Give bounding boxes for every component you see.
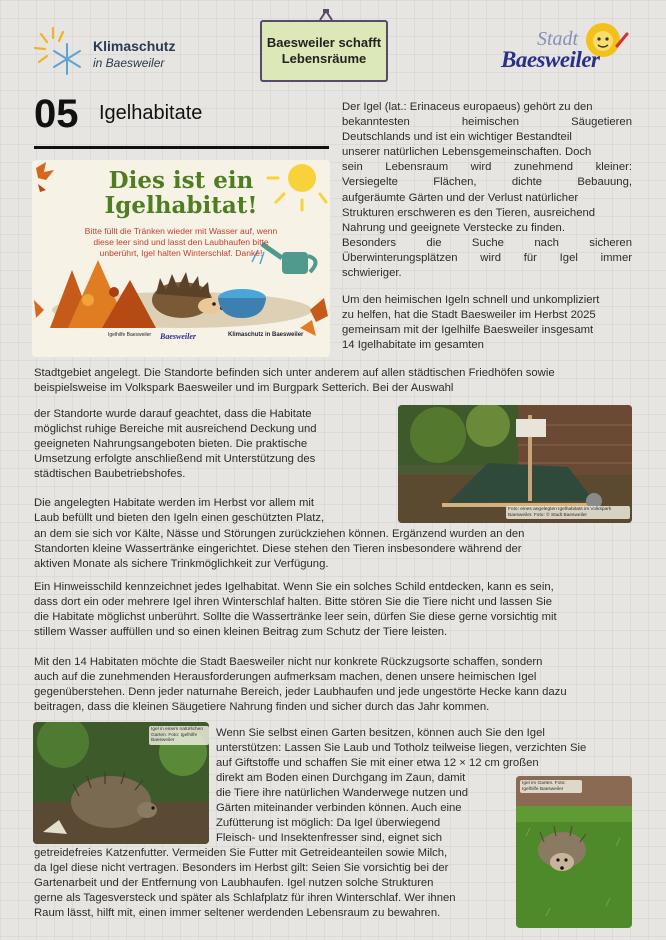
sign-line-1: Baesweiler schafft (266, 35, 382, 50)
p3-line: möglichst ruhige Bereiche mit ausreichend Deckung und (34, 423, 317, 436)
p7b-line: Zufütterung ist möglich: Da Igel überwiegend (216, 817, 441, 830)
p1-line: aufgeräumte Gärten und der Verlust natürlicher (342, 191, 579, 204)
habitat-photo-caption: Foto: eines angelegten Igelhabitats im Volkspark Baesweiler. Foto: © Stadt Baesweiler (506, 506, 630, 519)
sign-paragraph (34, 580, 632, 640)
p7a-line: Wenn Sie selbst einen Garten besitzen, können auch Sie den Igel (216, 727, 545, 739)
stadt-baesweiler-logo (495, 20, 635, 78)
hedgehog-lawn-image (516, 776, 632, 928)
p2-full-line: beispielsweise im Volkspark Baesweiler und im Burgpark Setterich. Bei der Auswahl (34, 382, 454, 395)
series-sign (260, 20, 388, 82)
water-paragraph (34, 527, 632, 572)
p7b-line: Fleisch- und Insektenfresser sind, eignet sich (216, 832, 443, 845)
baesweiler-label: Baesweiler (501, 47, 600, 72)
title-underline (34, 146, 329, 149)
habitat-fill-paragraph (34, 496, 386, 526)
p4-full-line: Standorten kleine Wassertränke eingerichtet. Diese stehen den Tieren insbesondere während der (34, 543, 522, 556)
klimaschutz-title: Klimaschutz (93, 38, 176, 54)
p2-line: Um den heimischen Igeln schnell und unkompliziert (342, 294, 600, 306)
p6-line: auch auf die zunehmenden Herausforderungen aufmerksam machen, denen unsere heimischen Igel (34, 671, 537, 684)
p3-line: städtischen Baubetriebshofes. (34, 468, 186, 481)
garden-paragraph-middle (216, 771, 506, 846)
p1-line: sein Lebensraum wird zunehmend kleiner: (342, 161, 632, 174)
garden-paragraph-top (216, 726, 632, 771)
p1-line: Nahrung und geeignete Verstecke zu finden. (342, 221, 565, 234)
p1-line: schwieriger. (342, 267, 402, 280)
poster-footer-igelhilfe: Igelhilfe Baesweiler (108, 332, 152, 338)
habitat-photo (398, 405, 632, 523)
hedgehog-leaves-photo (33, 722, 209, 844)
garden-paragraph-bottom (34, 846, 506, 921)
p2-full-line: Stadtgebiet angelegt. Die Standorte befinden sich unter anderem auf allen städtischen Friedhöfen sowie (34, 367, 555, 379)
p4-full-line: aktiven Monate als sichere Trinkmöglichkeit zur Verfügung. (34, 558, 329, 571)
poster-title-line-1: Dies ist ein (108, 167, 254, 194)
p3-line: Umsetzung erfolgte anschließend mit Unterstützung des (34, 453, 316, 466)
p6-line: gegenüberstehen. Denn jeder naturnahe Bereich, jeder Laubhaufen und jede ungestörte Hecke kann dazu (34, 686, 567, 699)
section-title: Igelhabitate (99, 102, 203, 124)
intro-paragraph (342, 100, 632, 281)
p6-line: beitragen, dass die kleinen Säugetiere Nahrung finden und sicher durch das Jahr kommen. (34, 701, 490, 714)
p3-line: der Standorte wurde darauf geachtet, dass die Habitate (34, 408, 312, 420)
habitat-intro-paragraph (342, 293, 632, 353)
p7b-line: direkt am Boden einen Durchgang im Zaun, damit (216, 772, 466, 784)
p2-line: 14 Igelhabitate im gesamten (342, 339, 484, 352)
p7c-line: gerne als Tagesversteck und später als Schlafplatz für ihren Winterschlaf. Wer ihnen (34, 892, 456, 905)
p5-line: dass dort ein oder mehrere Igel ihren Winterschlaf halten. Bitte stören Sie die Tiere nicht und lassen Sie (34, 596, 553, 609)
p7c-line: Raum lässt, hilft mit, einen immer seltener werdenden Lebensraum zu bewahren. (34, 907, 441, 920)
p7c-line: da Igel diese nicht vertragen. Besonders im Herbst gilt: Seien Sie vorsichtig bei der (34, 862, 449, 875)
habitat-locations-paragraph (34, 366, 632, 396)
p1-line: bekanntesten heimischen Säugetieren (342, 116, 632, 129)
poster-footer-klimaschutz: Klimaschutz in Baesweiler (228, 332, 304, 338)
hedgehog-leaves-caption: Igel in einem natürlichen Garten. Foto: Igelhilfe Baesweiler (149, 726, 209, 745)
p4-full-line: an dem sie sich vor Kälte, Nässe und Störungen zurückziehen können. Ergänzend wurden an den (34, 528, 525, 540)
poster-message: Bitte füllt die Tränken wieder mit Wasser auf, wenn diese leer sind und lasst den Laubhaufen bitte unberührt, Igel halten Winterschlaf. Danke! (84, 226, 278, 258)
sign-line-2: Lebensräume (281, 51, 367, 66)
hedgehog-lawn-photo (516, 776, 632, 928)
p7a-line: auf Giftstoffe und schaffen Sie mit einer etwa 12 × 12 cm großen (216, 757, 539, 770)
p7b-line: die Tiere ihre natürlichen Wanderwege nutzen und (216, 787, 469, 800)
p7a-line: unterstützen: Lassen Sie Laub und Totholz teilweise liegen, verzichten Sie (216, 742, 587, 755)
p5-line: stillem Wasser auffüllen und so einen kleinen Beitrag zum Schutz der Tiere leisten. (34, 626, 448, 639)
p5-line: die Habitate möglichst unberührt. Sollte die Wassertränke leer sein, dürfen Sie diese gerne vorsichtig mit (34, 611, 557, 624)
p7c-line: getreidefreies Katzenfutter. Vermeiden Sie Futter mit Getreideanteilen sowie Milch, (34, 847, 448, 859)
klimaschutz-subtitle: in Baesweiler (93, 56, 165, 70)
p5-line: Ein Hinweisschild kennzeichnet jedes Igelhabitat. Wenn Sie ein solches Schild entdecken, kann es sein, (34, 581, 554, 593)
p1-line: Der Igel (lat.: Erinaceus europaeus) gehört zu den (342, 101, 593, 113)
p6-line: Mit den 14 Habitaten möchte die Stadt Baesweiler nicht nur konkrete Rückzugsorte schaffen, sondern (34, 656, 543, 668)
poster-title-line-2: Igelhabitat! (104, 192, 258, 219)
sun-snowflake-icon (33, 24, 89, 80)
p1-line: Versiegelte Flächen, dichte Bebauung, (342, 176, 632, 189)
site-selection-paragraph (34, 407, 386, 482)
p1-line: Besonders die Suche nach sicheren (342, 236, 632, 249)
igelhabitat-poster (32, 160, 330, 357)
stadt-label: Stadt (537, 28, 579, 50)
p7b-line: Gärten miteinander verbinden können. Auch eine (216, 802, 462, 815)
hedgehog-lawn-caption: Igel im Garten. Foto: Igelhilfe Baesweiler (520, 780, 582, 793)
p2-line: gemeinsam mit der Igelhilfe Baesweiler insgesamt (342, 324, 594, 337)
p1-line: unserer natürlichen Lebensgemeinschaften. Doch (342, 146, 592, 159)
p3-line: geeigneten Nahrungsangeboten bieten. Die praktische (34, 438, 308, 451)
klimaschutz-logo (33, 24, 203, 80)
p4-line: Die angelegten Habitate werden im Herbst vor allem mit (34, 497, 315, 509)
p2-line: zu helfen, hat die Stadt Baesweiler im Herbst 2025 (342, 309, 596, 322)
p4-line: Laub befüllt und bieten den Igeln einen geschützten Platz, (34, 512, 325, 525)
section-number: 05 (34, 92, 79, 136)
p1-line: Überwinterungsplätzen wird für Igel immer (342, 251, 632, 264)
p1-line: Strukturen erschweren es den Tieren, ausreichend (342, 206, 596, 219)
p1-line: Deutschlands und ist ein wichtiger Bestandteil (342, 131, 572, 144)
p7c-line: Gartenarbeit und der Entfernung von Laubhaufen. Igel nutzen solche Strukturen (34, 877, 434, 890)
awareness-paragraph (34, 655, 632, 715)
poster-footer-baesweiler: Baesweiler (160, 332, 196, 341)
